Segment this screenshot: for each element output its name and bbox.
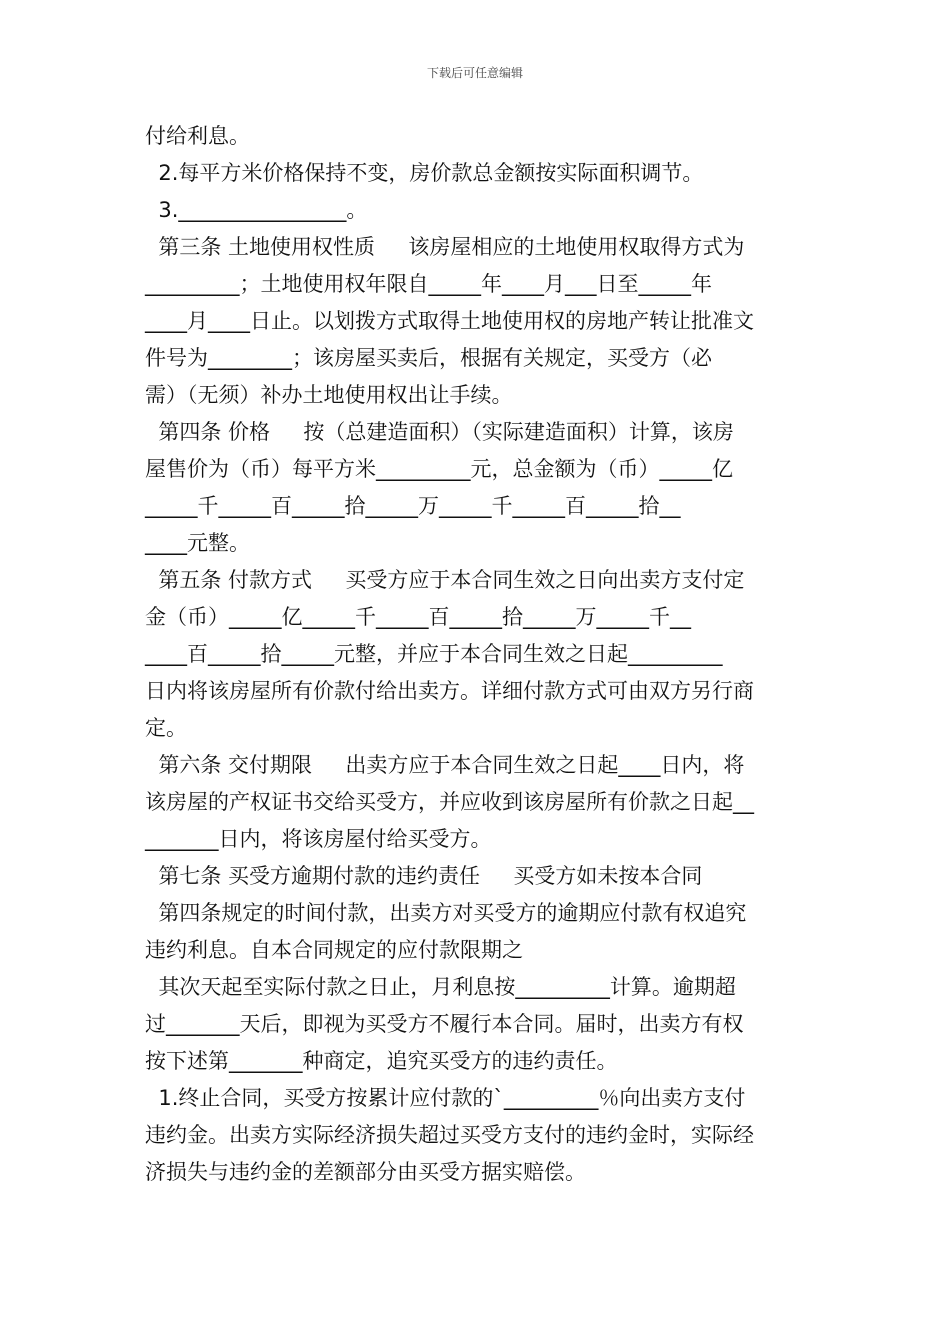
text-line: 其次天起至实际付款之日止，月利息按_________计算。逾期超 <box>145 975 736 999</box>
text-line: 第四条规定的时间付款，出卖方对买受方的逾期应付款有权追究 <box>145 901 747 925</box>
article-5-heading: 第五条 付款方式 买受方应于本合同生效之日向出卖方支付定 <box>145 568 745 592</box>
text-line: _____千_____百_____拾_____万_____千_____百_____拾__ <box>145 494 681 518</box>
text-line: 定。 <box>145 716 187 740</box>
article-6-heading: 第六条 交付期限 出卖方应于本合同生效之日起____日内，将 <box>145 753 745 777</box>
text-line: 件号为________；该房屋买卖后，根据有关规定，买受方（必 <box>145 346 712 370</box>
text-line: ____月____日止。以划拨方式取得土地使用权的房地产转让批准文 <box>145 309 754 333</box>
text-line: 违约利息。自本合同规定的应付款限期之 <box>145 938 523 962</box>
text-line: 屋售价为（币）每平方米_________元，总金额为（币）_____亿 <box>145 457 733 481</box>
text-line: 金（币）_____亿_____千_____百_____拾_____万_____千__ <box>145 605 691 629</box>
page-header: 下载后可任意编辑 <box>426 66 523 80</box>
text-line: ____百_____拾_____元整，并应于本合同生效之日起_________ <box>145 642 723 666</box>
article-4-heading: 第四条 价格 按（总建造面积）（实际建造面积）计算，该房 <box>145 420 734 444</box>
text-line: 3.________________。 <box>145 198 368 222</box>
article-7-heading: 第七条 买受方逾期付款的违约责任 买受方如未按本合同 <box>145 864 703 888</box>
text-line: 2.每平方米价格保持不变，房价款总金额按实际面积调节。 <box>145 161 704 185</box>
text-line: 需）（无须）补办土地使用权出让手续。 <box>145 383 513 407</box>
article-3-heading: 第三条 土地使用权性质 该房屋相应的土地使用权取得方式为 <box>145 235 745 259</box>
text-line: 1.终止合同，买受方按累计应付款的`_________％向出卖方支付 <box>145 1086 746 1110</box>
text-line: 该房屋的产权证书交给买受方，并应收到该房屋所有价款之日起__ <box>145 790 754 814</box>
text-line: 日内将该房屋所有价款付给出卖方。详细付款方式可由双方另行商 <box>145 679 754 703</box>
text-line: 违约金。出卖方实际经济损失超过买受方支付的违约金时，实际经 <box>145 1123 754 1147</box>
text-line: _______日内，将该房屋付给买受方。 <box>145 827 492 851</box>
text-line: 付给利息。 <box>145 124 250 148</box>
text-line: 按下述第_______种商定，追究买受方的违约责任。 <box>145 1049 618 1073</box>
text-line: _________；土地使用权年限自_____年____月___日至_____年 <box>145 272 712 296</box>
text-line: 济损失与违约金的差额部分由买受方据实赔偿。 <box>145 1160 586 1184</box>
text-line: 过_______天后，即视为买受方不履行本合同。届时，出卖方有权 <box>145 1012 744 1036</box>
text-line: ____元整。 <box>145 531 250 555</box>
